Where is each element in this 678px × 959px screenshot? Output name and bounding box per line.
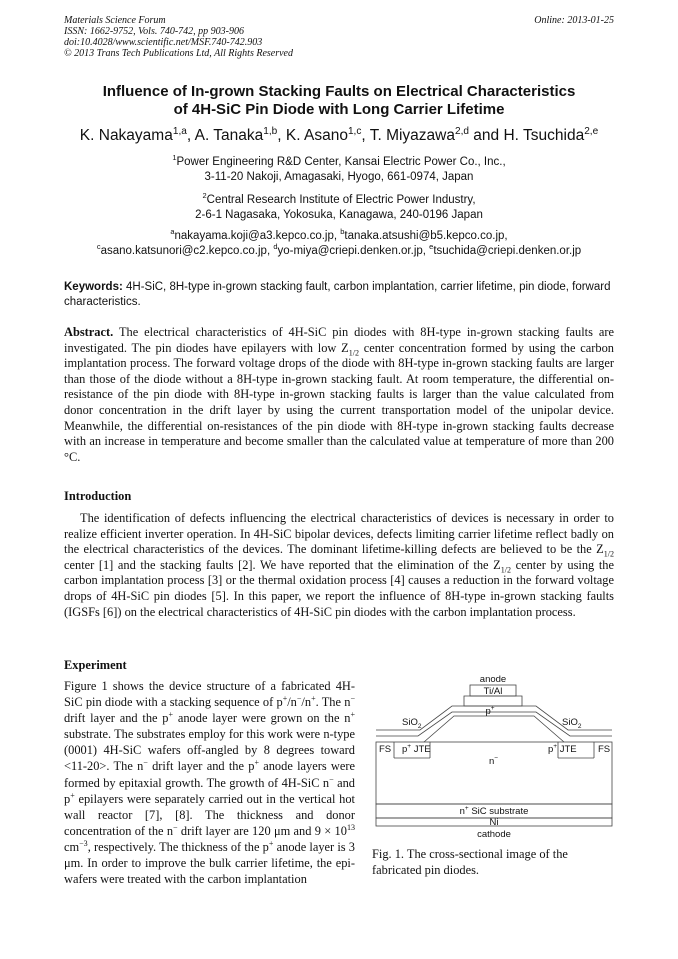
label-fs-left: FS <box>379 744 392 755</box>
author-name: H. Tsuchida <box>503 127 585 144</box>
label-jte-left: p+ JTE <box>402 743 431 755</box>
section-heading-experiment: Experiment <box>64 658 127 672</box>
z-subscript: 1/2 <box>603 549 614 559</box>
label-anode: anode <box>479 674 507 685</box>
doi-line: doi:10.4028/www.scientific.net/MSF.740-742.903 <box>64 37 263 48</box>
label-cathode: cathode <box>477 829 511 840</box>
author-name: A. Tanaka <box>194 127 264 144</box>
figure-1-caption: Fig. 1. The cross-sectional image of the fabricated pin diodes. <box>372 847 568 877</box>
issn-line: ISSN: 1662-9752, Vols. 740-742, pp 903-906 <box>64 26 244 37</box>
introduction-paragraph <box>64 511 614 620</box>
email-d[interactable]: yo-miya@criepi.denken.or.jp, <box>277 245 426 257</box>
email-b[interactable]: tanaka.atsushi@b5.kepco.co.jp, <box>344 230 508 242</box>
intro-text: center [1] and the stacking faults [2]. We have reported that the elimination of the Z <box>64 557 501 572</box>
keywords-label: Keywords: <box>64 281 123 293</box>
p-plus-region <box>424 716 564 742</box>
experiment-paragraph: Figure 1 shows the device structure of a fabricated 4H-SiC pin diode with a stacking sequence of p+/n−/n+. The n− drift layer and the p+ anode layer were grown on the n+ substrate. The substrates employ for this work were n-type (0001) 4H-SiC wafers off-angled by 8 degrees toward <11-20>. The n− drift layer and the p+ anode layers were formed by epitaxial growth. The growth of 4H-SiC n− and p+ epilayers were separately carried out in the vertical hot wall reactor [7], [8]. The thickness and donor concentration of the n− drift layer are 120 μm and $9 \times 10^{13}$ $cm^{-3}$, respectively. The thickness of the p+ anode layer is 3 μm. In order to improve the bulk carrier lifetime, the epi-wafers were treated with the carbon implantation <box>64 679 355 887</box>
section-heading-introduction: Introduction <box>64 489 132 503</box>
journal-name: Materials Science Forum <box>64 15 166 26</box>
abstract-label: Abstract. <box>64 325 114 339</box>
copyright-line: © 2013 Trans Tech Publications Ltd, All Rights Reserved <box>64 48 293 59</box>
affiliation-1 <box>30 155 648 185</box>
intro-text: center by using the carbon implantation process [3] or the thermal oxidation process [4] causes a reduction in the forward voltage drops of 4H-SiC pin diodes [5]. In this paper, we report the influence of 8H-type in-grown stacking faults (IGSFs [6]) on the electrical characteristics of 4H-SiC pin diodes with the carbon implantation process. <box>64 557 614 619</box>
keywords-text: 4H-SiC, 8H-type in-grown stacking fault, carbon implantation, carrier lifetime, pin diode, forward characteristics. <box>64 281 611 308</box>
author-affil-sup: 2,d <box>455 125 469 137</box>
abstract-text: The electrical characteristics of 4H-SiC pin diodes with 8H-type in-grown stacking faults are investigated. The pin diodes have epilayers with low Z <box>64 325 615 355</box>
label-fs-right: FS <box>598 744 611 755</box>
journal-header <box>64 15 293 59</box>
label-sio2-left: SiO$_2$ <box>402 717 422 730</box>
label-substrate: n+ SiC substrate <box>459 805 529 817</box>
affiliation-2 <box>30 193 648 223</box>
figure-1 <box>372 672 616 842</box>
affil-2-line-1: Central Research Institute of Electric Power Industry, <box>206 194 476 206</box>
author-affil-sup: 2,e <box>584 125 599 137</box>
affil-1-line-2: 3-11-20 Nakoji, Amagasaki, Hyogo, 661-0974, Japan <box>204 171 474 183</box>
abstract-text: center concentration formed by using the carbon implantation process. The forward voltage drops of the diode with 8H-type in-grown stacking faults are larger than those of the diode without a 8H-type in-grown stacking fault. At room temperature, the differential on-resistance of the pin diode with 8H-type in-grown stacking faults is larger than the value calculated from donor concentration in the drift layer by using the current transportation model of the unipolar device. Meanwhile, the differential on-resistances of the pin diode with 8H-type in-grown stacking faults decrease with an increase in temperature and become smaller than the calculated value at temperature of more than 200 °C. <box>64 340 614 464</box>
author-affil-sup: 1,b <box>263 125 278 137</box>
title-line-1: Influence of In-grown Stacking Faults on Electrical Characteristics <box>102 83 576 100</box>
author-affil-sup: 1,a <box>172 125 187 137</box>
label-ti-al: Ti/Al <box>483 686 503 697</box>
affil-1-line-1: Power Engineering R&D Center, Kansai Electric Power Co., Inc., <box>176 156 506 168</box>
email-e[interactable]: tsuchida@criepi.denken.or.jp <box>433 245 582 257</box>
keywords <box>64 280 616 309</box>
email-a[interactable]: nakayama.koji@a3.kepco.co.jp, <box>174 230 338 242</box>
author-name: K. Asano <box>285 127 348 144</box>
author-list: K. Nakayama$^{1,a}$, A. Tanaka$^{1,b}$, K. Asano$^{1,c}$, T. Miyazawa$^{2,d}$ and H. Tsuchida$^{2,e}$ <box>79 125 599 144</box>
affil-sup: 2 <box>202 191 207 201</box>
z-subscript: 1/2 <box>348 348 359 358</box>
label-n-minus: n− <box>489 755 499 767</box>
label-jte-right: p+ JTE <box>548 743 577 755</box>
online-date: Online: 2013-01-25 <box>534 15 614 26</box>
intro-text: The identification of defects influencing the electrical characteristics of devices is necessary in order to realize efficient inverter operation. In 4H-SiC bipolar devices, defects limiting carrier lifetime reflect badly on the electrical characteristics of the devices. The dominant lifetime-killing defects are believed to be the Z <box>64 511 614 557</box>
title-line-2: of 4H-SiC Pin Diode with Long Carrier Lifetime <box>173 101 505 118</box>
email-list: $^a$nakayama.koji@a3.kepco.co.jp, $^b$tanaka.atsushi@b5.kepco.co.jp, $^c$asano.katsunori@c2.kepco.co.jp, $^d$yo-miya@criepi.denken.or.jp, $^e$tsuchida@criepi.denken.or.jp <box>96 227 582 257</box>
author-name: T. Miyazawa <box>369 127 455 144</box>
author-name: K. Nakayama <box>79 127 173 144</box>
pin-diode-cross-section <box>372 672 616 842</box>
email-c[interactable]: asano.katsunori@c2.kepco.co.jp, <box>100 245 271 257</box>
author-affil-sup: 1,c <box>347 125 362 137</box>
z-subscript: 1/2 <box>500 565 511 575</box>
label-p-plus: p+ <box>485 705 495 717</box>
abstract <box>64 325 614 465</box>
label-sio2-right: SiO$_2$ <box>562 717 582 730</box>
label-ni: Ni <box>489 817 499 828</box>
paper-title <box>40 83 638 119</box>
affil-2-line-2: 2-6-1 Nagasaka, Yokosuka, Kanagawa, 240-0196 Japan <box>195 209 483 221</box>
affil-sup: 1 <box>172 153 177 163</box>
